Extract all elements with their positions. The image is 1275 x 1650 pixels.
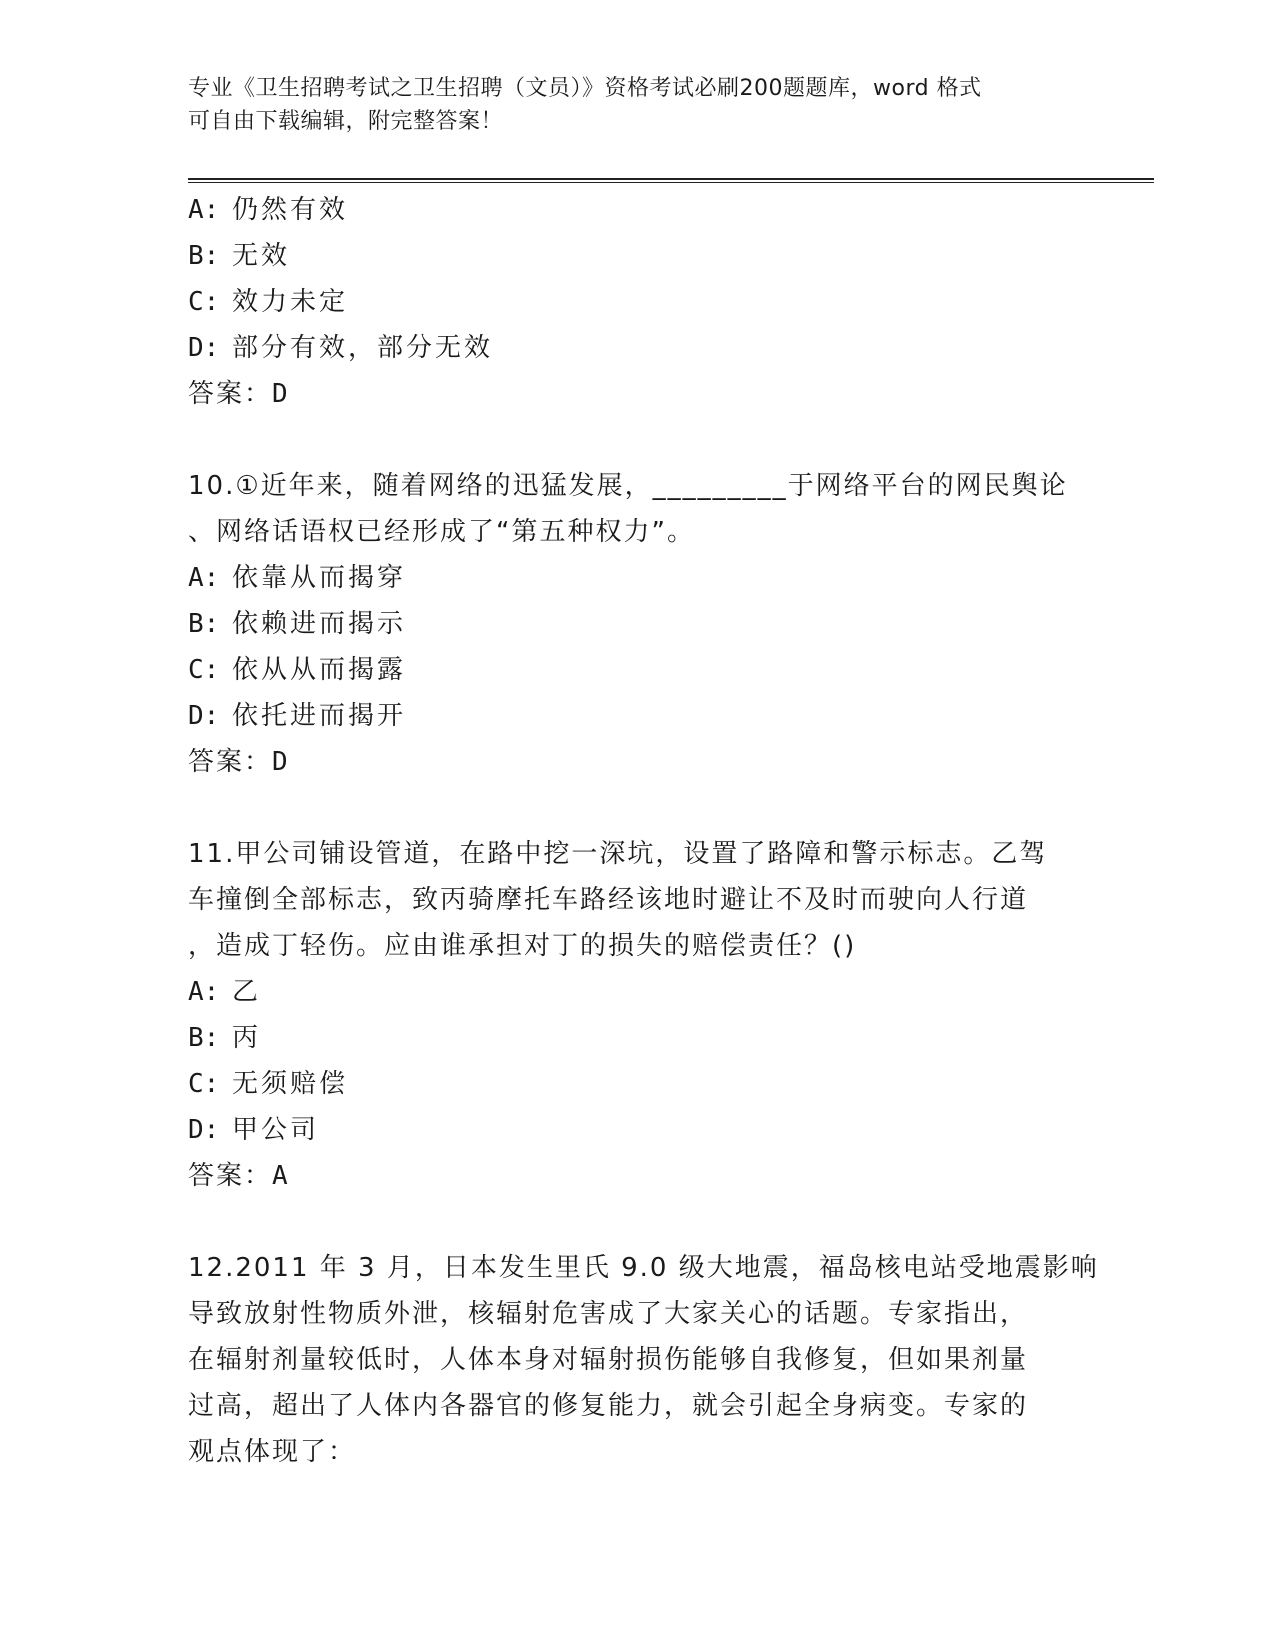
- option-key: C:: [188, 655, 220, 685]
- option-c: [188, 1061, 1088, 1107]
- option-text: 无须赔偿: [232, 1069, 349, 1099]
- header-divider: [188, 178, 1154, 183]
- question-text-line: 10.①近年来，随着网络的迅猛发展，_________于网络平台的网民舆论: [188, 471, 1068, 501]
- document-body: [188, 187, 1099, 1475]
- option-key: D:: [188, 333, 220, 363]
- option-a: [188, 555, 1088, 601]
- option-key: B:: [188, 609, 220, 639]
- spacer: [188, 1199, 1088, 1245]
- question-text-line: 过高，超出了人体内各器官的修复能力，就会引起全身病变。专家的: [188, 1391, 1029, 1421]
- spacer: [188, 785, 1088, 831]
- option-text: 无效: [232, 241, 291, 271]
- question-text-line: 11.甲公司铺设管道，在路中挖一深坑，设置了路障和警示标志。乙驾: [188, 839, 1048, 869]
- answer-line: [188, 739, 1088, 785]
- page-header: [188, 72, 1068, 138]
- question-9: [188, 187, 1088, 417]
- option-d: [188, 693, 1088, 739]
- answer-label: 答案：: [188, 379, 273, 409]
- option-key: A:: [188, 195, 220, 225]
- header-line-1: 专业《卫生招聘考试之卫生招聘（文员）》资格考试必刷200题题库，word 格式: [188, 76, 982, 101]
- option-key: C:: [188, 1069, 220, 1099]
- answer-value: A: [272, 1161, 290, 1191]
- option-text: 丙: [232, 1023, 262, 1053]
- option-key: B:: [188, 1023, 220, 1053]
- answer-label: 答案：: [188, 747, 273, 777]
- question-text-line: 、网络话语权已经形成了“第五种权力”。: [188, 517, 695, 547]
- question-text-line: 在辐射剂量较低时，人体本身对辐射损伤能够自我修复，但如果剂量: [188, 1345, 1029, 1375]
- question-text-line: 观点体现了：: [188, 1437, 357, 1467]
- option-b: [188, 1015, 1088, 1061]
- option-text: 仍然有效: [232, 195, 349, 225]
- question-11: [188, 831, 1088, 1199]
- question-text-line: 车撞倒全部标志，致丙骑摩托车路经该地时避让不及时而驶向人行道: [188, 885, 1029, 915]
- header-line-2: 可自由下载编辑，附完整答案！: [188, 109, 504, 134]
- answer-value: D: [272, 379, 290, 409]
- option-text: 甲公司: [232, 1115, 320, 1145]
- option-text: 依从从而揭露: [232, 655, 407, 685]
- option-c: [188, 279, 1088, 325]
- question-12: [188, 1245, 1099, 1475]
- option-key: A:: [188, 977, 220, 1007]
- option-key: D:: [188, 1115, 220, 1145]
- option-a: [188, 187, 1088, 233]
- option-text: 部分有效，部分无效: [232, 333, 494, 363]
- option-b: [188, 233, 1088, 279]
- answer-value: D: [272, 747, 290, 777]
- option-d: [188, 325, 1088, 371]
- option-text: 依靠从而揭穿: [232, 563, 407, 593]
- question-text-line: ，造成丁轻伤。应由谁承担对丁的损失的赔偿责任？(): [188, 931, 857, 961]
- answer-label: 答案：: [188, 1161, 273, 1191]
- option-text: 依托进而揭开: [232, 701, 407, 731]
- answer-line: [188, 371, 1088, 417]
- option-a: [188, 969, 1088, 1015]
- spacer: [188, 417, 1088, 463]
- option-b: [188, 601, 1088, 647]
- option-d: [188, 1107, 1088, 1153]
- option-key: A:: [188, 563, 220, 593]
- option-key: D:: [188, 701, 220, 731]
- option-key: B:: [188, 241, 220, 271]
- option-text: 效力未定: [232, 287, 349, 317]
- option-text: 乙: [232, 977, 262, 1007]
- answer-line: [188, 1153, 1088, 1199]
- question-text-line: 12.2011 年 3 月，日本发生里氏 9.0 级大地震，福岛核电站受地震影响: [188, 1253, 1099, 1283]
- question-10: [188, 463, 1088, 785]
- option-c: [188, 647, 1088, 693]
- option-text: 依赖进而揭示: [232, 609, 407, 639]
- question-text-line: 导致放射性物质外泄，核辐射危害成了大家关心的话题。专家指出，: [188, 1299, 1029, 1329]
- option-key: C:: [188, 287, 220, 317]
